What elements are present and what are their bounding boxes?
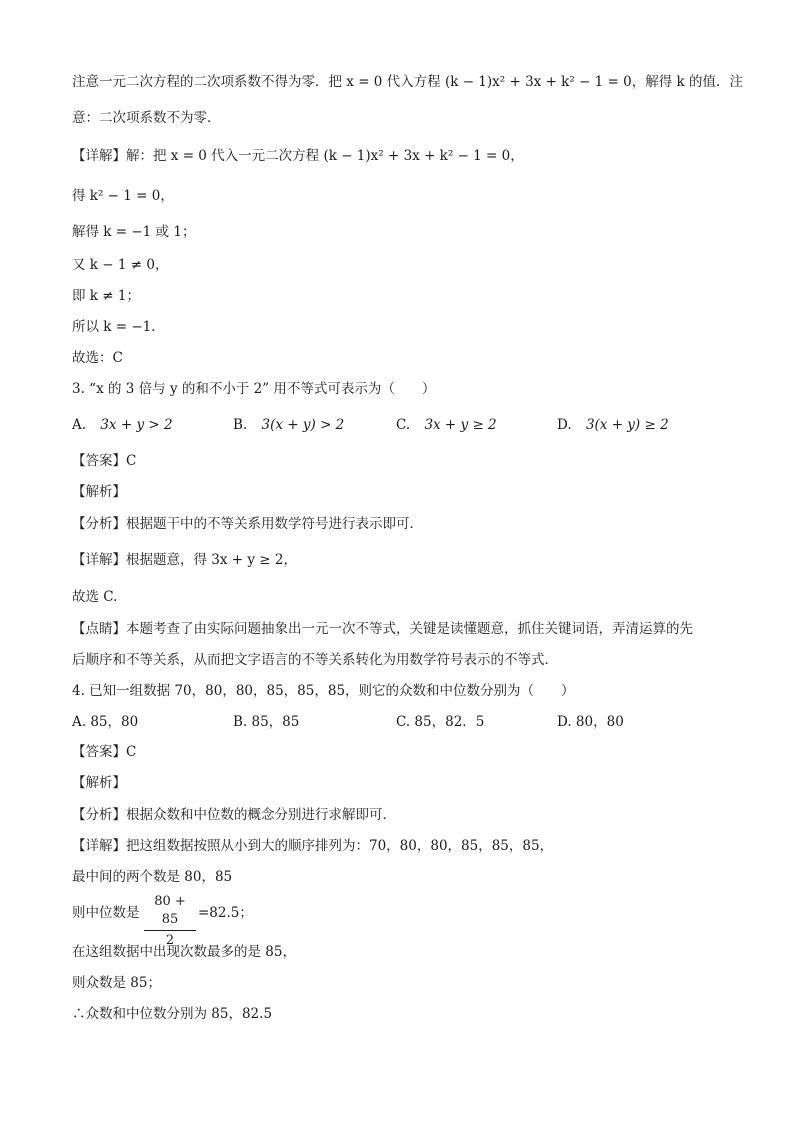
q4-option-a: A. 85，80: [72, 714, 139, 730]
text-line: 【详解】把这组数据按照从小到大的顺序排列为：70，80，80，85，85，85，: [72, 838, 554, 854]
fraction-denominator: 2: [165, 933, 175, 948]
text-line: 在这组数据中出现次数最多的是 85，: [72, 944, 296, 960]
text-line: 即 k ≠ 1；: [72, 288, 140, 304]
analysis-heading: 【解析】: [72, 484, 126, 500]
text-line: 则众数是 85；: [72, 975, 161, 991]
question-3-stem: 3. “x 的 3 倍与 y 的和不小于 2” 用不等式可表示为（ ）: [72, 381, 436, 397]
text-line: 则中位数是: [72, 905, 140, 921]
option-expr: 3(x + y) > 2: [261, 417, 345, 433]
text-line: 注意一元二次方程的二次项系数不得为零．把 x = 0 代入方程 (k − 1)x² + 3x + k² − 1 = 0，解得 k 的值．注: [72, 74, 744, 90]
q3-option-c: [396, 414, 497, 436]
answer-label: 【答案】C: [72, 744, 137, 760]
text-line: 意：二次项系数不为零．: [72, 110, 221, 126]
text-line: 【详解】根据题意，得 3x + y ≥ 2，: [72, 552, 297, 568]
text-line: 最中间的两个数是 80，85: [72, 869, 233, 885]
text-line: 后顺序和不等关系，从而把文字语言的不等关系转化为用数学符号表示的不等式．: [72, 652, 558, 668]
option-label: A.: [72, 417, 87, 433]
text-line: 【分析】根据众数和中位数的概念分别进行求解即可．: [72, 807, 396, 823]
text-line: ∴众数和中位数分别为 85，82.5: [72, 1006, 273, 1022]
text-line: 解得 k = −1 或 1；: [72, 224, 196, 240]
q4-option-b: B. 85，85: [233, 714, 300, 730]
fraction-numerator: 80 + 85: [154, 894, 186, 927]
text-line: 故选：C: [72, 350, 123, 366]
option-label: B.: [233, 417, 248, 433]
fraction-bar: [144, 930, 196, 931]
text-line: 所以 k = −1．: [72, 319, 165, 335]
q4-option-c: C. 85，82．5: [396, 714, 485, 730]
text-line: =82.5；: [198, 905, 253, 921]
q4-option-d: D. 80，80: [557, 714, 624, 730]
question-4-stem: 4. 已知一组数据 70，80，80，85，85，85，则它的众数和中位数分别为（ ）: [72, 683, 575, 699]
analysis-heading: 【解析】: [72, 775, 126, 791]
text-line: 得 k² − 1 = 0，: [72, 188, 174, 204]
answer-label: 【答案】C: [72, 453, 137, 469]
q3-option-b: [233, 414, 344, 436]
q3-option-d: [557, 414, 669, 436]
text-line: 【详解】解：把 x = 0 代入一元二次方程 (k − 1)x² + 3x + k² − 1 = 0，: [72, 148, 524, 164]
option-label: C.: [396, 417, 411, 433]
text-line: 【分析】根据题干中的不等关系用数学符号进行表示即可．: [72, 516, 423, 532]
text-line: 故选 C.: [72, 589, 118, 605]
option-label: D.: [557, 417, 572, 433]
q3-option-a: [72, 414, 173, 436]
text-line: 又 k − 1 ≠ 0，: [72, 257, 169, 273]
option-expr: 3x + y > 2: [100, 417, 173, 433]
text-line: 【点睛】本题考查了由实际问题抽象出一元一次不等式，关键是读懂题意，抓住关键词语，弄清运算的先: [72, 621, 693, 637]
option-expr: 3x + y ≥ 2: [424, 417, 497, 433]
option-expr: 3(x + y) ≥ 2: [585, 417, 669, 433]
